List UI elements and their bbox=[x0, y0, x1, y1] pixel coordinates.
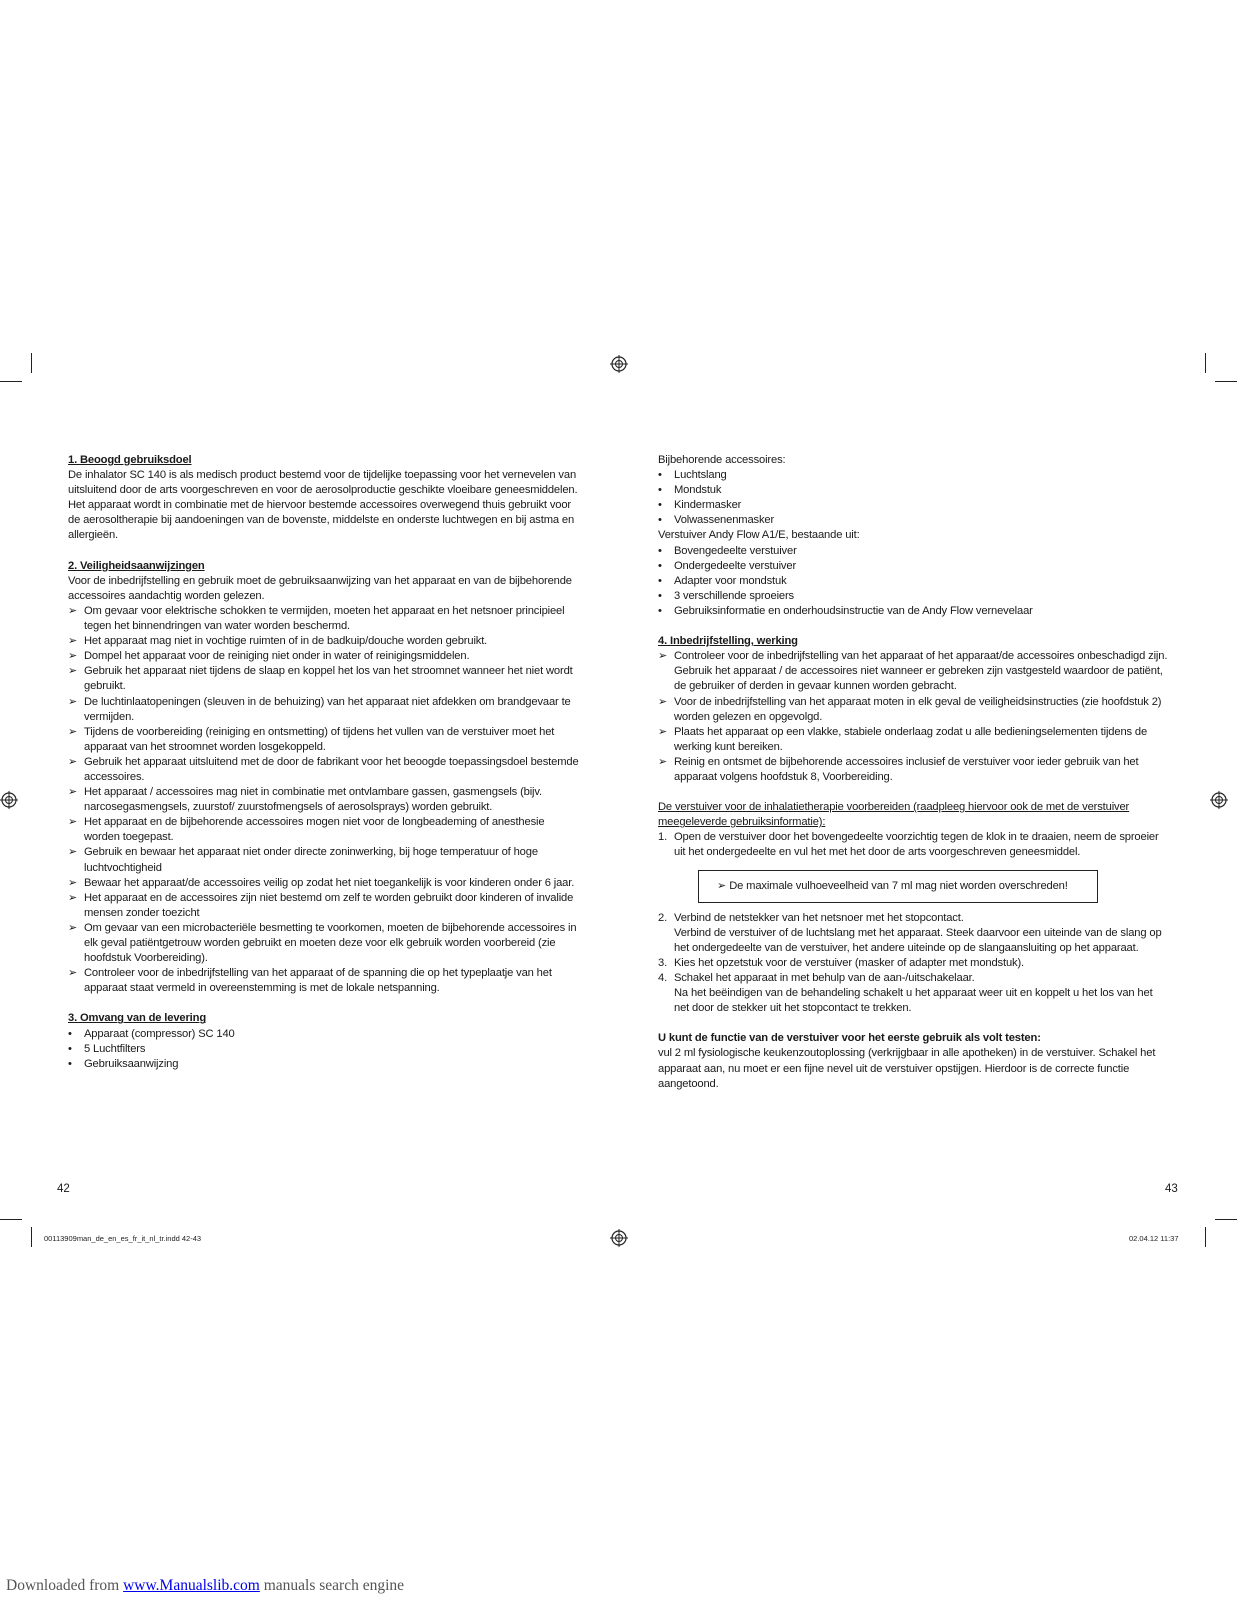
bullet-icon: • bbox=[68, 1027, 72, 1040]
accessories-heading: Bijbehorende accessoires: bbox=[658, 454, 786, 466]
list-item: ➢ Reinig en ontsmet de bijbehorende accessoires inclusief de verstuiver voor ieder gebruik van het apparaat volgens hoofdstuk 8, Voorbereiding. bbox=[658, 755, 1139, 783]
list-item: • Gebruiksinformatie en onderhoudsinstructie van de Andy Flow vernevelaar bbox=[658, 604, 1170, 619]
bullet-icon: • bbox=[658, 604, 662, 617]
list-item: • 5 Luchtfilters bbox=[68, 1042, 580, 1057]
registration-mark-icon bbox=[1210, 791, 1228, 809]
bullet-icon: • bbox=[658, 559, 662, 572]
crop-mark bbox=[1215, 381, 1237, 382]
arrow-bullet-icon: ➢ bbox=[717, 879, 727, 892]
list-item: ➢ Het apparaat en de bijbehorende accessoires mogen niet voor de longbeademing of anesthesie worden toegepast. bbox=[68, 816, 545, 844]
arrow-bullet-icon: ➢ bbox=[68, 891, 78, 904]
arrow-bullet-icon: ➢ bbox=[68, 604, 78, 617]
section-1-text: De inhalator SC 140 is als medisch product bestemd voor de tijdelijke toepassing voor het vernevelen van uitsluitend door de arts voorgeschreven en voor de aerosolproductie geschikte vloeibare geneesmiddelen. Het apparaat wordt in combinatie met de hiervoor bestemde accessoires overwegend thuis gebruikt voor de aerosoltherapie bij aandoeningen van de bovenste, middelste en onderste luchtwegen en bij astma en allergieën. bbox=[68, 469, 578, 542]
arrow-bullet-icon: ➢ bbox=[68, 755, 78, 768]
list-item: • Adapter voor mondstuk bbox=[658, 574, 1170, 589]
list-item: 4. Schakel het apparaat in met behulp van de aan-/uitschakelaar. Na het beëindigen van de behandeling schakelt u het apparaat weer uit en koppelt u het los van het net door de stekker uit het stopcontact te trekken. bbox=[658, 972, 1153, 1015]
max-fill-note bbox=[698, 870, 1098, 903]
list-item: ➢ Controleer voor de inbedrijfstelling van het apparaat of het apparaat/de accessoires onbeschadigd zijn. Gebruik het apparaat / de accessoires niet wanneer er gebreken zijn vastgesteld waardoor de patiënt, de gebruiker of derden in gevaar kunnen worden gebracht. bbox=[658, 650, 1168, 693]
page-number-right: 43 bbox=[1165, 1183, 1178, 1195]
safety-list bbox=[68, 604, 580, 996]
footer-timestamp: 02.04.12 11:37 bbox=[1129, 1234, 1179, 1243]
arrow-bullet-icon: ➢ bbox=[68, 816, 78, 829]
download-banner: Downloaded from www.Manualslib.com manuals search engine bbox=[6, 1577, 405, 1594]
preparation-steps bbox=[658, 830, 1170, 860]
arrow-bullet-icon: ➢ bbox=[68, 967, 78, 980]
list-item: ➢ Het apparaat en de accessoires zijn niet bestemd om zelf te worden gebruikt door kinderen of invalide mensen zonder toezicht bbox=[68, 891, 574, 919]
section-1-heading: 1. Beoogd gebruiksdoel bbox=[68, 454, 192, 466]
list-item: 2. Verbind de netstekker van het netsnoer met het stopcontact. Verbind de verstuiver of de luchtslang met het apparaat. Steek daarvoor een uiteinde van de slang op het ondergedeelte van de verstuiver, het andere uiteinde op de slangaansluiting op het apparaat. bbox=[658, 911, 1162, 954]
list-item: ➢ Voor de inbedrijfstelling van het apparaat moten in elk geval de veiligheidsinstructies (zie hoofdstuk 2) worden gelezen en opgevolgd. bbox=[658, 695, 1162, 723]
registration-mark-icon bbox=[610, 1229, 628, 1247]
list-item: • Volwassenenmasker bbox=[658, 513, 1170, 528]
arrow-bullet-icon: ➢ bbox=[658, 725, 668, 738]
arrow-bullet-icon: ➢ bbox=[68, 846, 78, 859]
crop-mark bbox=[0, 1219, 22, 1220]
arrow-bullet-icon: ➢ bbox=[68, 921, 78, 934]
list-item: ➢ Het apparaat mag niet in vochtige ruimten of in de badkuip/douche worden gebruikt. bbox=[68, 634, 580, 649]
registration-mark-icon bbox=[610, 355, 628, 373]
arrow-bullet-icon: ➢ bbox=[658, 650, 668, 663]
bullet-icon: • bbox=[658, 589, 662, 602]
crop-mark bbox=[0, 381, 22, 382]
list-item: • Kindermasker bbox=[658, 498, 1170, 513]
section-3-heading: 3. Omvang van de levering bbox=[68, 1012, 207, 1025]
list-item: ➢ Om gevaar voor elektrische schokken te vermijden, moeten het apparaat en het netsnoer principieel tegen het binnendringen van water worden beschermd. bbox=[68, 604, 565, 633]
arrow-bullet-icon: ➢ bbox=[68, 695, 78, 708]
list-item: • Apparaat (compressor) SC 140 bbox=[68, 1027, 580, 1042]
arrow-bullet-icon: ➢ bbox=[68, 725, 78, 738]
list-item: • Gebruiksaanwijzing bbox=[68, 1057, 580, 1072]
list-item: ➢ Dompel het apparaat voor de reiniging niet onder in water of reinigingsmiddelen. bbox=[68, 649, 580, 664]
footer-filename: 00113909man_de_en_es_fr_it_nl_tr.indd 42-43 bbox=[44, 1234, 202, 1243]
note-text: De maximale vulhoeveelheid van 7 ml mag niet worden overschreden! bbox=[729, 879, 1068, 892]
bullet-icon: • bbox=[658, 484, 662, 497]
preparation-steps-continued bbox=[658, 911, 1170, 1017]
accessories-list bbox=[658, 468, 1170, 528]
delivery-list bbox=[68, 1027, 580, 1072]
bullet-icon: • bbox=[658, 574, 662, 587]
list-item: 1. Open de verstuiver door het bovengedeelte voorzichtig tegen de klok in te draaien, neem de sproeier uit het ondergedeelte en vul het met het door de arts voorgeschreven geneesmiddel. bbox=[658, 831, 1159, 859]
list-item: ➢ De luchtinlaatopeningen (sleuven in de behuizing) van het apparaat niet afdekken om brandgevaar te vermijden. bbox=[68, 695, 571, 723]
arrow-bullet-icon: ➢ bbox=[68, 665, 78, 678]
crop-mark bbox=[31, 353, 32, 373]
list-item: • Mondstuk bbox=[658, 483, 1170, 498]
list-item: ➢ Om gevaar van een microbacteriële besmetting te voorkomen, moeten de bijbehorende accessoires in elk geval patiëntgetrouw worden gebruikt en moeten deze voor elk gebruik worden voorbereid (zie hoofdstuk Voorbereiding). bbox=[68, 921, 577, 965]
nebulizer-list bbox=[658, 544, 1170, 619]
left-column bbox=[68, 453, 580, 1072]
crop-mark bbox=[1205, 1227, 1206, 1247]
crop-mark bbox=[31, 1227, 32, 1247]
list-item: ➢ Plaats het apparaat op een vlakke, stabiele onderlaag zodat u alle bedieningselementen tijdens de werking kunt bereiken. bbox=[658, 725, 1148, 753]
crop-mark bbox=[1205, 353, 1206, 373]
bullet-icon: • bbox=[68, 1042, 72, 1055]
list-item: ➢ Bewaar het apparaat/de accessoires veilig op zodat het niet toegankelijk is voor kinderen onder 6 jaar. bbox=[68, 876, 580, 891]
right-column bbox=[658, 453, 1170, 1092]
bullet-icon: • bbox=[658, 514, 662, 527]
registration-mark-icon bbox=[0, 791, 18, 809]
list-item: ➢ Controleer voor de inbedrijfstelling van het apparaat of de spanning die op het typeplaatje van het apparaat staat vermeld in overeenstemming is met de lokale netspanning. bbox=[68, 967, 552, 995]
arrow-bullet-icon: ➢ bbox=[68, 635, 78, 648]
section-2-intro: Voor de inbedrijfstelling en gebruik moet de gebruiksaanwijzing van het apparaat en van de bijbehorende accessoires aandachtig worden gelezen. bbox=[68, 574, 572, 602]
nebulizer-heading: Verstuiver Andy Flow A1/E, bestaande uit: bbox=[658, 529, 860, 542]
arrow-bullet-icon: ➢ bbox=[68, 786, 78, 799]
list-item: • 3 verschillende sproeiers bbox=[658, 589, 1170, 604]
arrow-bullet-icon: ➢ bbox=[68, 650, 78, 663]
test-text: vul 2 ml fysiologische keukenzoutoplossing (verkrijgbaar in alle apotheken) in de verstuiver. Schakel het apparaat aan, nu moet er een fijne nevel uit de verstuiver opstijgen. Hierdoor is de correcte functie aangetoond. bbox=[658, 1047, 1156, 1090]
arrow-bullet-icon: ➢ bbox=[658, 695, 668, 708]
arrow-bullet-icon: ➢ bbox=[68, 876, 78, 889]
bullet-icon: • bbox=[658, 499, 662, 512]
arrow-bullet-icon: ➢ bbox=[658, 755, 668, 768]
list-item: • Luchtslang bbox=[658, 468, 1170, 483]
bullet-icon: • bbox=[658, 469, 662, 482]
page-number-left: 42 bbox=[57, 1183, 70, 1195]
bullet-icon: • bbox=[658, 544, 662, 557]
list-item: • Bovengedeelte verstuiver bbox=[658, 544, 1170, 559]
section-4-heading: 4. Inbedrijfstelling, werking bbox=[658, 635, 798, 648]
section-2-heading: 2. Veiligheidsaanwijzingen bbox=[68, 559, 205, 572]
test-heading: U kunt de functie van de verstuiver voor het eerste gebruik als volt testen: bbox=[658, 1032, 1041, 1045]
list-item: ➢ Het apparaat / accessoires mag niet in combinatie met ontvlambare gassen, gasmengsels (bijv. narcosegasmengsels, zuurstof/ zuurstofmengsels of aerosolsprays) worden gebruikt. bbox=[68, 786, 542, 814]
list-item: ➢ Gebruik het apparaat uitsluitend met de door de fabrikant voor het beoogde toepassingsdoel bestemde accessoires. bbox=[68, 755, 579, 783]
crop-mark bbox=[1215, 1219, 1237, 1220]
preparation-heading: De verstuiver voor de inhalatietherapie voorbereiden (raadpleeg hiervoor ook de met de verstuiver meegeleverde gebruiksinformatie): bbox=[658, 801, 1130, 829]
operation-list bbox=[658, 649, 1170, 785]
list-item: ➢ Gebruik het apparaat niet tijdens de slaap en koppel het los van het stroomnet wanneer het niet wordt gebruikt. bbox=[68, 665, 573, 693]
list-item: • Ondergedeelte verstuiver bbox=[658, 559, 1170, 574]
list-item: 3. Kies het opzetstuk voor de verstuiver (masker of adapter met mondstuk). bbox=[658, 956, 1024, 969]
list-item: ➢ Tijdens de voorbereiding (reiniging en ontsmetting) of tijdens het vullen van de verstuiver moet het apparaat van het stroomnet worden losgekoppeld. bbox=[68, 725, 555, 753]
bullet-icon: • bbox=[68, 1057, 72, 1070]
list-item: ➢ Gebruik en bewaar het apparaat niet onder directe zoninwerking, bij hoge temperatuur of hoge luchtvochtigheid bbox=[68, 846, 538, 874]
manualslib-link[interactable]: www.Manualslib.com bbox=[123, 1577, 260, 1594]
